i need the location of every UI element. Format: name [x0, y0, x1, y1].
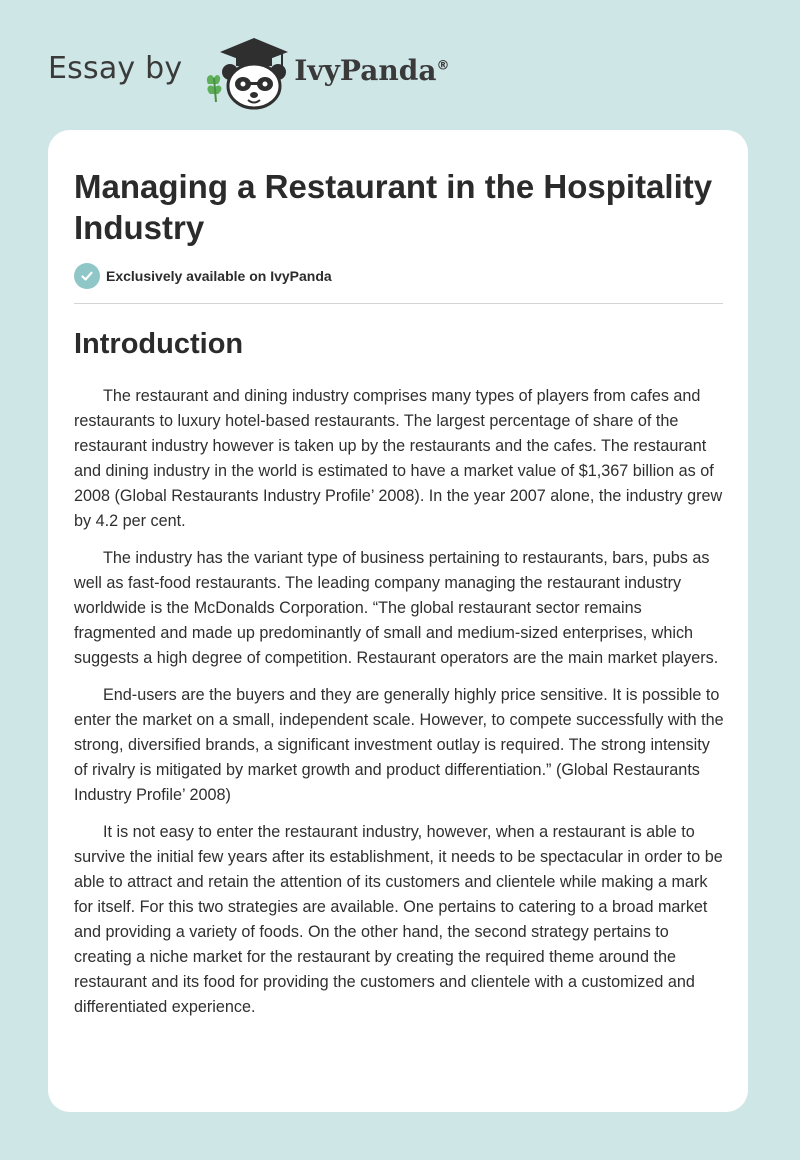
essay-card	[48, 130, 748, 1112]
essay-title: Managing a Restaurant in the Hospitality Industry	[74, 168, 713, 246]
essay-by-label: Essay by	[48, 50, 183, 86]
title-divider	[74, 303, 723, 304]
brand-name: IvyPanda®	[294, 53, 450, 87]
panda-graduate-icon	[198, 32, 290, 112]
paragraph: The industry has the variant type of business pertaining to restaurants, bars, pubs as well as fast-food restaurants. The leading company managing the restaurant industry worldwide is the McDonalds Corporation. “The global restaurant sector remains fragmented and made up predominantly of small and medium-sized enterprises, which suggests a high degree of competition. Restaurant operators are the main market players.	[74, 549, 719, 667]
paragraph: It is not easy to enter the restaurant industry, however, when a restaurant is able to survive the initial few years after its establishment, it needs to be spectacular in order to be able to attract and retain the attention of its customers and clientele while making a mark for itself. For this two strategies are available. One pertains to catering to a broad market and providing a variety of foods. On the other hand, the second strategy pertains to creating a niche market for the restaurant by creating the required theme around the restaurant and its food for providing the customers and clientele with a customized and differentiated experience.	[74, 823, 723, 1016]
essay-body	[74, 384, 724, 1032]
exclusive-badge	[74, 263, 332, 289]
exclusive-label: Exclusively available on IvyPanda	[106, 268, 332, 284]
paragraph: The restaurant and dining industry comprises many types of players from cafes and restaurants to luxury hotel-based restaurants. The largest percentage of share of the restaurant industry however is taken up by the restaurants and the cafes. The restaurant and dining industry in the world is estimated to have a market value of $1,367 billion as of 2008 (Global Restaurants Industry Profile’ 2008). In the year 2007 alone, the industry grew by 4.2 per cent.	[74, 387, 723, 530]
site-header-brand[interactable]	[48, 32, 449, 112]
registered-mark: ®	[436, 58, 450, 74]
check-icon	[74, 263, 100, 289]
section-heading: Introduction	[74, 328, 244, 360]
paragraph: End-users are the buyers and they are generally highly price sensitive. It is possible to enter the market on a small, independent scale. However, to compete successfully with the strong, diversified brands, a significant investment outlay is required. The strong intensity of rivalry is mitigated by market growth and product differentiation.” (Global Restaurants Industry Profile’ 2008)	[74, 686, 724, 804]
